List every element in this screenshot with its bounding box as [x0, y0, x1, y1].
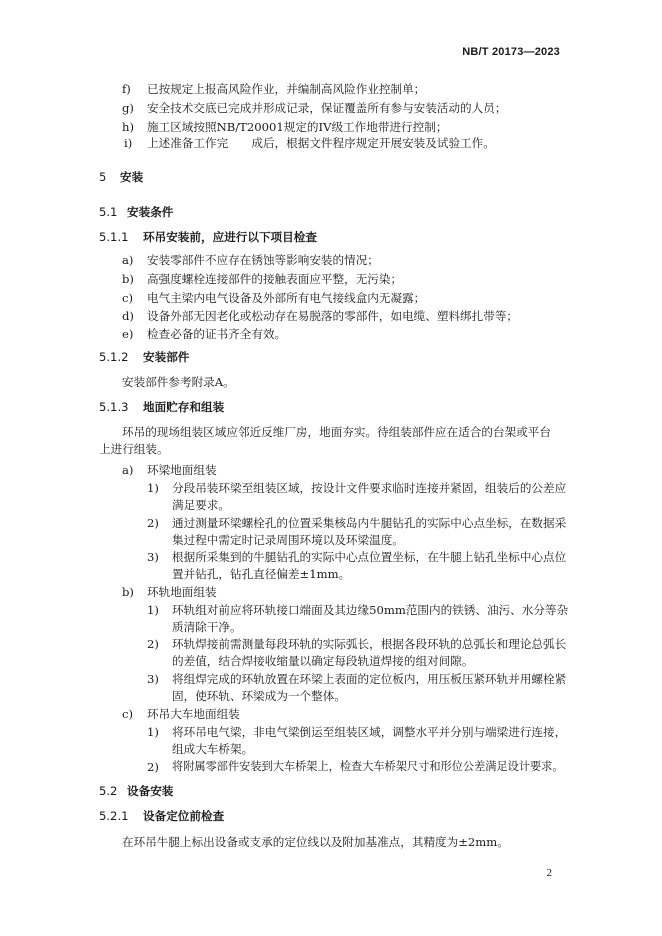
sub-item-mark: 2)	[147, 516, 159, 530]
list-item: 已按规定上报高风险作业，并编制高风险作业控制单；	[147, 82, 426, 96]
group-mark: b)	[122, 585, 134, 599]
section-number: 5.1.1	[99, 230, 129, 244]
list-item: 上述准备工作完 成后，根据文件程序规定开展安装及试验工作。	[147, 136, 495, 150]
sub-item-line: 将组焊完成的环轨放置在环梁上表面的定位板内，用压板压紧环轨并用螺栓紧	[172, 672, 567, 686]
section-heading-5-1-1	[99, 229, 317, 245]
sub-item-line: 将附属零部件安装到大车桥架上，检查大车桥架尺寸和形位公差满足设计要求。	[172, 760, 564, 773]
section-number: 5.1	[99, 205, 118, 219]
section-title: 地面贮存和组装	[143, 400, 225, 414]
section-heading-5-1-2	[99, 349, 189, 365]
sub-item-mark: 1)	[147, 725, 159, 739]
sub-item-line: 满足要求。	[172, 498, 230, 512]
group-title: 环吊大车地面组装	[147, 707, 240, 721]
section-number: 5.2	[99, 784, 118, 798]
group-title: 环梁地面组装	[147, 463, 217, 477]
page-number: 2	[546, 867, 552, 879]
section-title: 设备安装	[127, 784, 174, 798]
list-item: 高强度螺栓连接部件的接触表面应平整，无污染；	[147, 272, 403, 286]
sub-item-mark: 2)	[147, 760, 159, 774]
sub-item-line: 置并钻孔，钻孔直径偏差±1mm。	[172, 567, 351, 581]
paragraph: 在环吊牛腿上标出设备或支承的定位线以及附加基准点，其精度为±2mm。	[122, 835, 509, 849]
paragraph-line: 环吊的现场组装区域应邻近反维厂房，地面夯实。待组装部件应在适合的台架或平台	[122, 425, 551, 439]
section-title: 安装部件	[143, 350, 190, 364]
sub-item-line: 集过程中需定时记录周围环境以及环梁温度。	[172, 533, 404, 547]
list-mark: c)	[122, 291, 134, 305]
list-mark: d)	[122, 309, 134, 323]
list-item: 设备外部无因老化或松动存在易脱落的零部件，如电缆、塑料绑扎带等；	[147, 309, 519, 323]
section-title: 安装	[120, 170, 144, 184]
standard-header: NB/T 20173—2023	[462, 46, 560, 58]
section-number: 5.1.3	[99, 400, 129, 414]
section-number: 5.1.2	[99, 350, 129, 364]
section-title: 安装条件	[127, 205, 174, 219]
sub-item-mark: 2)	[147, 637, 159, 651]
list-item: 电气主梁内电气设备及外部所有电气接线盒内无凝露；	[147, 291, 426, 305]
list-mark: a)	[122, 253, 134, 267]
list-mark: e)	[122, 327, 134, 341]
section-title: 环吊安装前，应进行以下项目检查	[143, 230, 317, 244]
sub-item-line: 组成大车桥架。	[172, 742, 254, 756]
section-heading-5-2-1	[99, 808, 224, 824]
section-number: 5	[99, 170, 107, 184]
sub-item-line: 将环吊电气梁，非电气梁倒运至组装区域，调整水平并分别与端梁进行连接，	[172, 725, 567, 739]
list-item: 安全技术交底已完成并形成记录，保证覆盖所有参与安装活动的人员；	[147, 101, 507, 115]
list-mark: h)	[122, 120, 134, 134]
sub-item-line: 质清除干净。	[172, 620, 242, 634]
sub-item-line: 分段吊装环梁至组装区域，按设计文件要求临时连接并紧固，组装后的公差应	[172, 481, 567, 495]
list-mark: i)	[124, 136, 133, 150]
section-heading-5-1	[99, 204, 173, 220]
sub-item-mark: 1)	[147, 603, 159, 617]
paragraph: 安装部件参考附录A。	[122, 375, 235, 389]
list-item: 安装零部件不应存在锈蚀等影响安装的情况；	[147, 253, 379, 267]
list-item: 检查必备的证书齐全有效。	[147, 327, 287, 341]
section-title: 设备定位前检查	[143, 809, 225, 823]
sub-item-line: 根据所采集到的牛腿钻孔的实际中心点位置坐标，在牛腿上钻孔坐标中心点位	[172, 550, 567, 564]
sub-item-line: 环轨组对前应将环轨接口端面及其边缘50mm范围内的铁锈、油污、水分等杂	[172, 603, 569, 617]
group-mark: a)	[122, 463, 134, 477]
list-item: 施工区域按照NB/T20001规定的IV级工作地带进行控制；	[147, 120, 448, 134]
sub-item-mark: 3)	[147, 550, 159, 564]
sub-item-line: 的差值，结合焊接收缩量以确定每段轨道焊接的组对间隙。	[172, 654, 474, 668]
section-number: 5.2.1	[99, 809, 129, 823]
sub-item-mark: 1)	[147, 481, 159, 495]
list-mark: g)	[122, 101, 134, 115]
paragraph-line: 上进行组装。	[99, 442, 169, 456]
sub-item-mark: 3)	[147, 672, 159, 686]
group-mark: c)	[122, 707, 134, 721]
sub-item-line: 固，使环轨、环梁成为一个整体。	[172, 689, 346, 703]
section-heading-5-2	[99, 783, 173, 799]
list-mark: b)	[122, 272, 134, 286]
sub-item-line: 环轨焊接前需测量每段环轨的实际弧长，根据各段环轨的总弧长和理论总弧长	[172, 637, 567, 651]
section-heading-5-1-3	[99, 399, 224, 415]
group-title: 环轨地面组装	[147, 585, 217, 599]
sub-item-line: 通过测量环梁螺栓孔的位置采集核岛内牛腿钻孔的实际中心点坐标，在数据采	[172, 516, 567, 530]
section-heading-5	[99, 169, 143, 185]
list-mark: f)	[122, 82, 131, 96]
